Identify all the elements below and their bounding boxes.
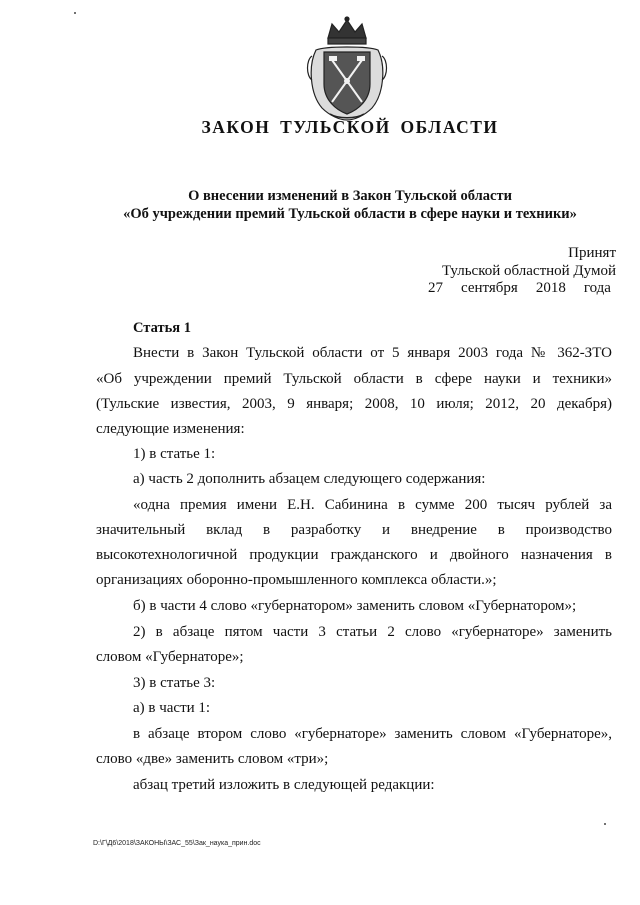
- text-line: 1) в статье 1:: [133, 446, 216, 462]
- text-line: организациях оборонно-промышленного комплекса области.»;: [96, 572, 497, 588]
- text-line: «одна премия имени Е.Н. Сабинина в сумме 200 тысяч рублей за: [133, 497, 612, 513]
- text-line: Внести в Закон Тульской области от 5 января 2003 года № 362-ЗТО: [133, 345, 612, 361]
- text-line: значительный вклад в разработку и внедрение в производство: [96, 522, 612, 538]
- text-line: следующие изменения:: [96, 421, 245, 437]
- law-title: ЗАКОН ТУЛЬСКОЙ ОБЛАСТИ: [201, 117, 499, 137]
- accepted-date-day: 27: [428, 280, 443, 296]
- text-line: б) в части 4 слово «губернатором» заменить словом «Губернатором»;: [133, 598, 577, 614]
- file-path-footer: D:\Г\Д6\2018\ЗАКОНЫ\ЗАС_55\Зак_наука_прин.doc: [93, 840, 261, 847]
- coat-of-arms-emblem: [306, 16, 388, 122]
- text-line: (Тульские известия, 2003, 9 января; 2008, 10 июля; 2012, 20 декабря): [96, 396, 612, 412]
- scan-speck: [74, 12, 76, 14]
- text-line: словом «Губернаторе»;: [96, 649, 244, 665]
- text-line: высокотехнологичной продукции гражданского и двойного назначения в: [96, 547, 612, 563]
- text-line: абзац третий изложить в следующей редакции:: [133, 777, 435, 793]
- accepted-by-duma: Тульской областной Думой: [441, 263, 616, 279]
- accepted-date-year: 2018: [535, 280, 566, 296]
- accepted-date-month: сентября: [461, 280, 518, 296]
- text-line: а) в части 1:: [133, 700, 211, 716]
- accepted-date-year-word: года: [583, 280, 611, 296]
- accepted-label: Принят: [568, 245, 616, 261]
- text-line: 2) в абзаце пятом части 3 статьи 2 слово «губернаторе» заменить: [133, 624, 612, 640]
- law-subject-line-1: О внесении изменений в Закон Тульской области: [188, 188, 512, 204]
- text-line: в абзаце втором слово «губернаторе» заменить словом «Губернаторе»,: [133, 726, 612, 742]
- text-line: 3) в статье 3:: [133, 675, 216, 691]
- accepted-date: [428, 280, 611, 297]
- scan-speck: [604, 823, 606, 825]
- text-line: «Об учреждении премий Тульской области в сфере науки и техники»: [96, 371, 612, 387]
- text-line: слово «две» заменить словом «три»;: [96, 751, 329, 767]
- text-line: а) часть 2 дополнить абзацем следующего содержания:: [133, 471, 486, 487]
- law-subject-line-2: «Об учреждении премий Тульской области в сфере науки и техники»: [123, 206, 577, 222]
- article-heading: Статья 1: [133, 320, 191, 336]
